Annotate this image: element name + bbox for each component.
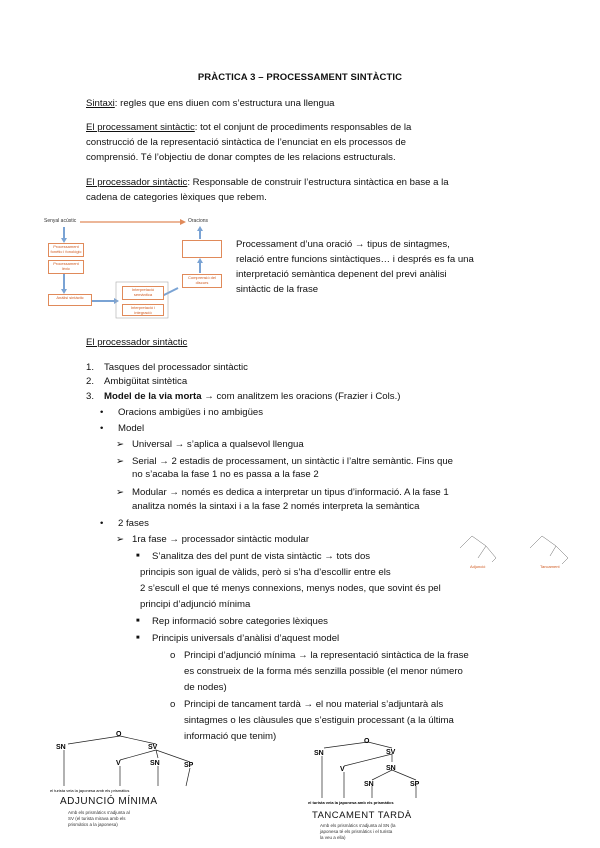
- list-number-3: 3.: [86, 391, 95, 402]
- minimal-attachment-line-3: de nodes): [184, 682, 227, 693]
- list-item-3-rest: → com analitzem les oracions (Frazier i Cols.): [201, 391, 401, 402]
- processador-text-2: cadena de categories lèxiques que rebem.: [86, 192, 267, 203]
- tree-right-v: V: [340, 766, 345, 773]
- diagram-box-integration: Interpretació i integració: [122, 304, 164, 316]
- definition-processador: [86, 175, 506, 205]
- list-number-1: 1.: [86, 362, 95, 373]
- circle-bullet-icon: o: [170, 699, 176, 710]
- arrow-bullet-icon: ➢: [116, 487, 125, 498]
- processament-term: El processament sintàctic: [86, 122, 195, 133]
- tree-right-root: O: [364, 738, 370, 745]
- bullet-two-phases: 2 fases: [118, 518, 149, 529]
- diagram-caption-line-3: interpretació semàntica depenent del previ anàlisi: [236, 269, 447, 280]
- tree-left-sn2: SN: [150, 760, 160, 767]
- definition-processament: [86, 120, 506, 165]
- phase-one: 1ra fase → processador sintàctic modular: [132, 534, 310, 545]
- diagram-box-top: [182, 240, 222, 258]
- bullet-model: Model: [118, 423, 145, 434]
- diagram-caption-line-1: Processament d’una oració → tipus de sintagmes,: [236, 239, 450, 250]
- tree-right-note-line-2: japonesa té els prismàtics i el turista: [320, 829, 393, 834]
- diagram-caption-line-2: relació entre funcions sintàctiques… i després es fa una: [236, 254, 474, 265]
- processament-text-2: construcció de la representació sintàctica de l’enunciat en els processos de: [86, 137, 406, 148]
- bullet-dot-icon: •: [100, 407, 104, 418]
- mini-tree-right-label: Tancament: [540, 564, 560, 569]
- arrow-bullet-icon: ➢: [116, 439, 125, 450]
- tree-left-note-line-1: Amb els prismàtics s’adjunta al: [68, 810, 130, 815]
- model-modular-line-2: analitza només la sintaxi i a la fase 2 només interpreta la semàntica: [132, 501, 420, 512]
- minimal-attachment-line-1: Principi d’adjunció mínima → la representació sintàctica de la frase: [184, 650, 469, 661]
- syntactic-analysis-line-2: principis son igual de vàlids, però si s’ha d’escollir entre els: [140, 567, 391, 578]
- late-closure-line-2: sintagmes o les clàusules que s’estiguin processant (a la última: [184, 715, 454, 726]
- syntactic-analysis-line-4: principi d’adjunció mínima: [140, 599, 251, 610]
- model-serial-line-2: no s’acaba la fase 1 no es passa a la fase 2: [132, 469, 319, 480]
- diagram-label-sentences: Oracions: [188, 218, 209, 224]
- processament-text-3: comprensió. Té l’objectiu de donar comptes de les relacions estructurals.: [86, 152, 396, 163]
- diagram-box-phonetic: Processament fonètic i fonològic: [48, 243, 84, 257]
- processador-term: El processador sintàctic: [86, 177, 188, 188]
- tree-right-note-line-3: la veu a ella): [320, 835, 346, 840]
- bullet-ambiguous: Oracions ambigües i no ambigües: [118, 407, 264, 418]
- tree-right-sp: SP: [410, 781, 420, 788]
- diagram-box-lexical: Processament lèxic: [48, 260, 84, 274]
- tree-left-sentence: el turista veia la japonesa amb els prismàtics: [50, 788, 130, 793]
- syntactic-analysis-line-1: S’analitza des del punt de vista sintàctic → tots dos: [152, 551, 371, 562]
- diagram-caption: [236, 237, 526, 297]
- tree-left-sp: SP: [184, 762, 194, 769]
- tree-right-sn: SN: [314, 750, 324, 757]
- model-universal: Universal → s’aplica a qualsevol llengua: [132, 439, 304, 450]
- square-bullet-icon: ■: [136, 553, 140, 559]
- section-heading: El processador sintàctic: [86, 337, 188, 348]
- caption-adjuncio-minima: ADJUNCIÓ MÍNIMA: [60, 796, 158, 807]
- diagram-box-syntax: Anàlisi sintàctic: [48, 294, 92, 306]
- syntactic-analysis-line-3: 2 s’escull el que té menys connexions, menys nodes, que sovint és pel: [140, 583, 441, 594]
- arrow-bullet-icon: ➢: [116, 534, 125, 545]
- definition-sintaxi: [86, 96, 506, 111]
- tree-right-sn3: SN: [364, 781, 374, 788]
- circle-bullet-icon: o: [170, 650, 176, 661]
- list-item-3: [104, 390, 400, 403]
- tree-left-sv: SV: [148, 744, 158, 751]
- tree-right-sv: SV: [386, 749, 396, 756]
- processing-diagram: [42, 216, 232, 334]
- model-serial-line-1: Serial → 2 estadis de processament, un sintàctic i l’altre semàntic. Fins que: [132, 456, 454, 467]
- late-closure-line-3: informació que tenim): [184, 731, 277, 742]
- tree-left-root: O: [116, 731, 122, 738]
- list-item-3-bold: Model de la via morta: [104, 391, 202, 402]
- list-item-2: Ambigüitat sintètica: [104, 376, 188, 387]
- bullet-dot-icon: •: [100, 518, 104, 529]
- tree-left-note-line-3: prismàtics a la japonesa): [68, 822, 118, 827]
- diagram-box-discourse: Comprensió del discurs: [182, 274, 222, 288]
- mini-tree-left-label: Adjunció: [470, 564, 486, 569]
- tree-minimal-attachment: [46, 728, 196, 798]
- bullet-dot-icon: •: [100, 423, 104, 434]
- processament-text-1: : tot el conjunt de procediments responsables de la: [194, 122, 412, 133]
- mini-trees-image: [452, 528, 582, 570]
- square-bullet-icon: ■: [136, 618, 140, 624]
- minimal-attachment-line-2: es construeix de la forma més senzilla possible (el menor número: [184, 666, 463, 677]
- sintaxi-term: Sintaxi: [86, 98, 115, 109]
- tree-right-sn2: SN: [386, 765, 396, 772]
- universal-principles: Principis universals d’anàlisi d’aquest model: [152, 633, 340, 644]
- tree-right-sentence: el turista veia la japonesa amb els prismàtics: [308, 800, 394, 805]
- lexical-info: Rep informació sobre categories lèxiques: [152, 616, 328, 627]
- tree-left-note-line-2: SV (el turista mirava amb els: [68, 816, 126, 821]
- tree-right-note-line-1: Amb els prismàtics s’adjunta al SN (la: [320, 823, 396, 828]
- list-number-2: 2.: [86, 376, 95, 387]
- tree-left-v: V: [116, 760, 121, 767]
- square-bullet-icon: ■: [136, 635, 140, 641]
- processador-text-1: : Responsable de construir l’estructura sintàctica en base a la: [187, 177, 449, 188]
- list-item-1: Tasques del processador sintàctic: [104, 362, 248, 373]
- late-closure-line-1: Principi de tancament tardà → el nou material s’adjuntarà als: [184, 699, 444, 710]
- diagram-box-semantic: Interpretació semàntica: [122, 286, 164, 300]
- sintaxi-text: : regles que ens diuen com s’estructura una llengua: [114, 98, 335, 109]
- diagram-caption-line-4: sintàctic de la frase: [236, 284, 319, 295]
- page-title: PRÀCTICA 3 – PROCESSAMENT SINTÀCTIC: [197, 72, 403, 83]
- tree-left-sn: SN: [56, 744, 66, 751]
- arrow-bullet-icon: ➢: [116, 456, 125, 467]
- diagram-label-acoustic: Senyal acústic: [44, 218, 77, 224]
- caption-tancament-tarda: TANCAMENT TARDÀ: [312, 810, 412, 821]
- model-modular-line-1: Modular → només es dedica a interpretar un tipus d’informació. A la fase 1: [132, 487, 449, 498]
- tree-late-closure: [306, 734, 466, 806]
